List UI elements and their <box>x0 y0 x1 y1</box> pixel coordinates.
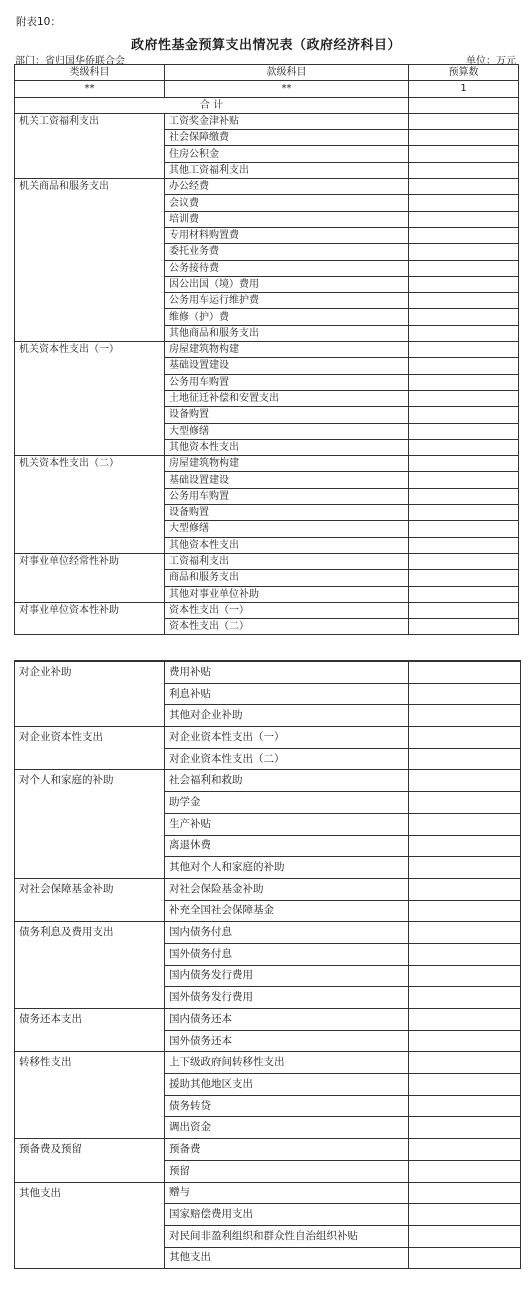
item-cell: 国内债务还本 <box>165 1009 409 1031</box>
department-label: 部门：省归国华侨联合会 <box>15 56 125 67</box>
item-cell: 国外债务付息 <box>165 943 409 965</box>
amount-cell <box>409 705 521 727</box>
budget-table-bottom <box>14 660 521 1269</box>
item-cell: 商品和服务支出 <box>165 570 409 586</box>
item-cell: 其他支出 <box>165 1247 409 1269</box>
amount-cell <box>409 987 521 1009</box>
code-item: ** <box>165 81 409 97</box>
amount-cell <box>409 1117 521 1139</box>
item-cell: 国外债务发行费用 <box>165 987 409 1009</box>
table-row <box>15 179 519 195</box>
category-cell: 对事业单位经常性补助 <box>15 553 165 602</box>
table-row <box>15 342 519 358</box>
table-row <box>15 1139 521 1161</box>
amount-cell <box>409 227 519 243</box>
table-row <box>15 661 521 683</box>
item-cell: 其他商品和服务支出 <box>165 325 409 341</box>
amount-cell <box>409 309 519 325</box>
column-header-category: 类级科目 <box>15 65 165 81</box>
item-cell: 补充全国社会保障基金 <box>165 900 409 922</box>
amount-cell <box>409 146 519 162</box>
amount-cell <box>409 878 521 900</box>
item-cell: 其他对个人和家庭的补助 <box>165 857 409 879</box>
amount-cell <box>409 770 521 792</box>
item-cell: 调出资金 <box>165 1117 409 1139</box>
item-cell: 利息补贴 <box>165 683 409 705</box>
item-cell: 离退休费 <box>165 835 409 857</box>
item-cell: 专用材料购置费 <box>165 227 409 243</box>
item-cell: 房屋建筑物构建 <box>165 456 409 472</box>
item-cell: 设备购置 <box>165 505 409 521</box>
table-row <box>15 602 519 618</box>
category-cell: 债务还本支出 <box>15 1009 165 1052</box>
item-cell: 工资奖金津补贴 <box>165 113 409 129</box>
amount-cell <box>409 521 519 537</box>
amount-cell <box>409 553 519 569</box>
item-cell: 社会保障缴费 <box>165 130 409 146</box>
amount-cell <box>409 162 519 178</box>
item-cell: 国内债务付息 <box>165 922 409 944</box>
column-header-amount: 预算数 <box>409 65 519 81</box>
column-header-item: 款级科目 <box>165 65 409 81</box>
item-cell: 社会福利和救助 <box>165 770 409 792</box>
amount-cell <box>409 1074 521 1096</box>
table-row <box>15 113 519 129</box>
item-cell: 上下级政府间转移性支出 <box>165 1052 409 1074</box>
item-cell: 土地征迁补偿和安置支出 <box>165 390 409 406</box>
item-cell: 援助其他地区支出 <box>165 1074 409 1096</box>
table-row <box>15 770 521 792</box>
total-label: 合 计 <box>15 97 409 113</box>
item-cell: 对企业资本性支出（一） <box>165 727 409 749</box>
amount-cell <box>409 661 521 683</box>
amount-cell <box>409 374 519 390</box>
category-cell: 其他支出 <box>15 1182 165 1269</box>
amount-cell <box>409 1225 521 1247</box>
amount-cell <box>409 1030 521 1052</box>
table-row <box>15 922 521 944</box>
item-cell: 资本性支出（一） <box>165 602 409 618</box>
code-category: ** <box>15 81 165 97</box>
attachment-label: 附表10： <box>16 16 61 28</box>
category-cell: 机关资本性支出（二） <box>15 456 165 554</box>
amount-cell <box>409 965 521 987</box>
amount-cell <box>409 586 519 602</box>
amount-cell <box>409 922 521 944</box>
item-cell: 赠与 <box>165 1182 409 1204</box>
amount-cell <box>409 1182 521 1204</box>
total-amount <box>409 97 519 113</box>
item-cell: 大型修缮 <box>165 521 409 537</box>
category-cell: 机关商品和服务支出 <box>15 179 165 342</box>
item-cell: 费用补贴 <box>165 661 409 683</box>
item-cell: 因公出国（境）费用 <box>165 276 409 292</box>
item-cell: 其他资本性支出 <box>165 439 409 455</box>
header-row <box>15 65 519 81</box>
item-cell: 维修（护）费 <box>165 309 409 325</box>
amount-cell <box>409 407 519 423</box>
item-cell: 国内债务发行费用 <box>165 965 409 987</box>
amount-cell <box>409 130 519 146</box>
category-cell: 对企业资本性支出 <box>15 727 165 770</box>
item-cell: 其他对事业单位补助 <box>165 586 409 602</box>
amount-cell <box>409 325 519 341</box>
item-cell: 房屋建筑物构建 <box>165 342 409 358</box>
amount-cell <box>409 900 521 922</box>
category-cell: 债务利息及费用支出 <box>15 922 165 1009</box>
amount-cell <box>409 835 521 857</box>
category-cell: 对企业补助 <box>15 661 165 727</box>
amount-cell <box>409 748 521 770</box>
amount-cell <box>409 439 519 455</box>
item-cell: 其他资本性支出 <box>165 537 409 553</box>
item-cell: 公务接待费 <box>165 260 409 276</box>
category-cell: 预备费及预留 <box>15 1139 165 1182</box>
category-cell: 机关资本性支出（一） <box>15 342 165 456</box>
amount-cell <box>409 619 519 635</box>
table-row <box>15 456 519 472</box>
item-cell: 国家赔偿费用支出 <box>165 1204 409 1226</box>
category-cell: 转移性支出 <box>15 1052 165 1139</box>
code-row <box>15 81 519 97</box>
amount-cell <box>409 537 519 553</box>
amount-cell <box>409 244 519 260</box>
amount-cell <box>409 602 519 618</box>
item-cell: 债务转贷 <box>165 1095 409 1117</box>
item-cell: 基础设置建设 <box>165 472 409 488</box>
amount-cell <box>409 1139 521 1161</box>
item-cell: 住房公积金 <box>165 146 409 162</box>
item-cell: 设备购置 <box>165 407 409 423</box>
item-cell: 资本性支出（二） <box>165 619 409 635</box>
amount-cell <box>409 179 519 195</box>
amount-cell <box>409 943 521 965</box>
item-cell: 办公经费 <box>165 179 409 195</box>
item-cell: 国外债务还本 <box>165 1030 409 1052</box>
item-cell: 预留 <box>165 1160 409 1182</box>
amount-cell <box>409 1247 521 1269</box>
amount-cell <box>409 857 521 879</box>
amount-cell <box>409 358 519 374</box>
table-row <box>15 727 521 749</box>
item-cell: 委托业务费 <box>165 244 409 260</box>
amount-cell <box>409 792 521 814</box>
amount-cell <box>409 423 519 439</box>
amount-cell <box>409 1095 521 1117</box>
category-cell: 对事业单位资本性补助 <box>15 602 165 635</box>
category-cell: 对社会保障基金补助 <box>15 878 165 921</box>
amount-cell <box>409 113 519 129</box>
amount-cell <box>409 390 519 406</box>
code-amount: 1 <box>409 81 519 97</box>
item-cell: 预备费 <box>165 1139 409 1161</box>
item-cell: 公务用车运行维护费 <box>165 293 409 309</box>
amount-cell <box>409 488 519 504</box>
table-row <box>15 1182 521 1204</box>
amount-cell <box>409 211 519 227</box>
amount-cell <box>409 276 519 292</box>
item-cell: 培训费 <box>165 211 409 227</box>
amount-cell <box>409 683 521 705</box>
item-cell: 对社会保险基金补助 <box>165 878 409 900</box>
table-row <box>15 1052 521 1074</box>
amount-cell <box>409 1160 521 1182</box>
item-cell: 工资福利支出 <box>165 553 409 569</box>
item-cell: 公务用车购置 <box>165 488 409 504</box>
amount-cell <box>409 505 519 521</box>
page-title: 政府性基金预算支出情况表（政府经济科目） <box>130 38 401 53</box>
amount-cell <box>409 1009 521 1031</box>
item-cell: 大型修缮 <box>165 423 409 439</box>
category-cell: 机关工资福利支出 <box>15 113 165 178</box>
amount-cell <box>409 813 521 835</box>
item-cell: 会议费 <box>165 195 409 211</box>
amount-cell <box>409 1052 521 1074</box>
table-row <box>15 553 519 569</box>
total-row <box>15 97 519 113</box>
table-row <box>15 1009 521 1031</box>
amount-cell <box>409 1204 521 1226</box>
unit-label: 单位：万元 <box>466 56 516 67</box>
budget-table-top <box>14 64 519 635</box>
amount-cell <box>409 472 519 488</box>
category-cell: 对个人和家庭的补助 <box>15 770 165 878</box>
item-cell: 其他工资福利支出 <box>165 162 409 178</box>
item-cell: 助学金 <box>165 792 409 814</box>
amount-cell <box>409 195 519 211</box>
amount-cell <box>409 260 519 276</box>
item-cell: 基础设置建设 <box>165 358 409 374</box>
amount-cell <box>409 456 519 472</box>
item-cell: 公务用车购置 <box>165 374 409 390</box>
item-cell: 对企业资本性支出（二） <box>165 748 409 770</box>
amount-cell <box>409 293 519 309</box>
item-cell: 其他对企业补助 <box>165 705 409 727</box>
table-row <box>15 878 521 900</box>
amount-cell <box>409 570 519 586</box>
amount-cell <box>409 727 521 749</box>
amount-cell <box>409 342 519 358</box>
item-cell: 对民间非盈利组织和群众性自治组织补贴 <box>165 1225 409 1247</box>
item-cell: 生产补贴 <box>165 813 409 835</box>
